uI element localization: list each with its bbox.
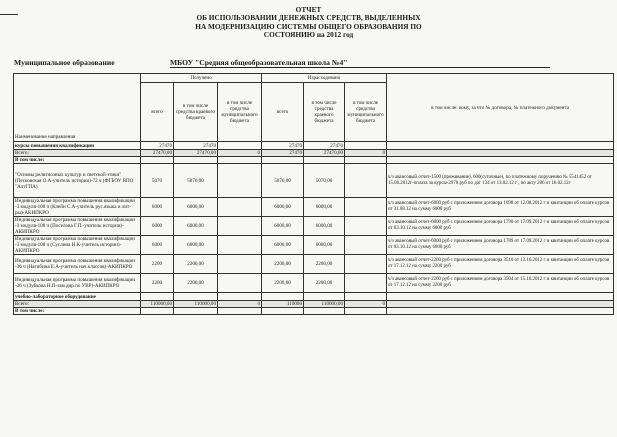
- row-regional: 2200,00: [174, 255, 218, 274]
- row-received: 2200: [141, 255, 174, 274]
- table-row: [14, 236, 614, 255]
- total-row: [14, 301, 614, 308]
- municipality-row: [14, 58, 614, 68]
- table-row: [14, 255, 614, 274]
- row-municipal: [218, 255, 262, 274]
- header-used: Израсходовано: [262, 74, 387, 83]
- row-used: 2200,00: [262, 274, 304, 293]
- row-name: Индивидуальная программа повышения квалификации -36 ч (Зубкова Н.П-зам.дир.по УВР)-АКИПКРО: [14, 274, 141, 293]
- row-used: 5070,00: [262, 164, 304, 198]
- total-label: Всего:: [14, 150, 141, 157]
- title-line-1: ОТЧЕТ: [295, 5, 322, 14]
- total-cell: 0: [218, 301, 262, 308]
- row-municipal-used: [345, 217, 387, 236]
- title-line-3: НА МОДЕРНИЗАЦИЮ СИСТЕМЫ ОБЩЕГО ОБРАЗОВАНИЯ ПО: [195, 21, 422, 31]
- header-name: Наименование направления: [14, 74, 141, 142]
- row-note: ч/з авансовый отчет-6000 руб с приложением договора 1098 от 12.08.2012 г и квитанции об оплате курсов от 31.08.12 на сумму 6000 руб: [387, 198, 614, 217]
- summary-cell: [218, 142, 262, 150]
- total-cell: 27470,00: [304, 150, 345, 157]
- row-name: "Основы религиозных культур и светской этики" (Песковская О.А-учитель истории)-72 ч (ФГБОУ ВПО "АлтГПА): [14, 164, 141, 198]
- total-row: [14, 150, 614, 157]
- total-cell: 27470: [262, 150, 304, 157]
- municipality-label: Муниципальное образование: [14, 58, 115, 67]
- row-municipal: [218, 236, 262, 255]
- total-cell: 110000,00: [174, 301, 218, 308]
- total-cell: 0: [345, 150, 387, 157]
- header-municipal-used: в том числе средства муниципального бюджета: [345, 83, 387, 142]
- row-note: ч/з авансовый отчет-2200 руб с приложением договора 3504 от 15.10.2012 г и квитанции об оплате курсов от 17.12.12 на сумму 2200 руб: [387, 274, 614, 293]
- report-table: [13, 73, 614, 315]
- row-municipal-used: [345, 198, 387, 217]
- row-received: 6000: [141, 198, 174, 217]
- total-cell: 110000: [262, 301, 304, 308]
- report-title: [0, 6, 617, 40]
- header-regional: в том числе средства краевого бюджета: [174, 83, 218, 142]
- section-title: курсы повышения квалификации: [14, 142, 141, 150]
- summary-cell: 27470: [174, 142, 218, 150]
- summary-cell: 27470: [141, 142, 174, 150]
- total-label: Всего:: [14, 301, 141, 308]
- header-total-used: всего: [262, 83, 304, 142]
- row-regional-used: 6000,00: [304, 217, 345, 236]
- row-received: 5070: [141, 164, 174, 198]
- total-cell: 27470,00: [174, 150, 218, 157]
- table-row: [14, 217, 614, 236]
- row-used: 2200,00: [262, 255, 304, 274]
- row-municipal-used: [345, 164, 387, 198]
- row-regional-used: 6000,00: [304, 236, 345, 255]
- row-name: Индивидуальная программа повышения квалификации -36 ч (Нагибина Е.А-учитель нач.классов)-АКИПКРО: [14, 255, 141, 274]
- row-regional: 6000,00: [174, 198, 218, 217]
- incl-label: В том числе:: [14, 308, 141, 315]
- row-used: 6000,00: [262, 217, 304, 236]
- row-regional: 6000,00: [174, 217, 218, 236]
- municipality-value: МБОУ "Средняя общеобразовательная школа №4": [170, 58, 550, 68]
- row-regional-used: 2200,00: [304, 274, 345, 293]
- incl-label: В том числе:: [14, 157, 141, 164]
- row-municipal-used: [345, 255, 387, 274]
- incl-row: [14, 157, 614, 164]
- row-name: Индивидуальная программа повышения квалификации -3 модуля-108 ч (Суслина Н.К-учитель истории)-АКИПКРО: [14, 236, 141, 255]
- summary-cell: [387, 142, 614, 150]
- row-note: ч/з авансовый отчет-6000 руб с приложением договора 1790 от 17.09.2012 г и квитанции об оплате курсов от 03.10.12 на сумму 6000 руб: [387, 217, 614, 236]
- total-cell: 110000,00: [141, 301, 174, 308]
- summary-cell: [345, 142, 387, 150]
- section-row: [14, 142, 614, 150]
- header-received: Получено: [141, 74, 262, 83]
- summary-cell: 27470: [262, 142, 304, 150]
- total-cell: 0: [218, 150, 262, 157]
- row-regional: 6000,00: [174, 236, 218, 255]
- incl-row: [14, 308, 614, 315]
- title-line-4: СОСТОЯНИЮ на 2012 год: [263, 30, 354, 40]
- header-note: в том числе: кому, за что № договора, № платежного документа: [387, 74, 614, 142]
- row-note: ч/з авансовый отчет-6000 руб с приложением договора 1789 от 17.09.2012 г и квитанции об оплате курсов от 03.10.12 на сумму 6000 руб: [387, 236, 614, 255]
- row-regional: 2200,00: [174, 274, 218, 293]
- row-used: 6000,00: [262, 236, 304, 255]
- row-name: Индивидуальная программа повышения квалификации -3 модуля-108 ч (Поселова Г.П.-учитель истории)-АКИПКРО: [14, 217, 141, 236]
- row-name: Индивидуальная программа повышения квалификации -3 модуля-108 ч (Клейн С.А-учитель рус.языка и лит-ры)-АКИПКРО: [14, 198, 141, 217]
- table-row: [14, 198, 614, 217]
- table-row: [14, 274, 614, 293]
- row-regional: 5070,00: [174, 164, 218, 198]
- header-regional-used: в том числе средства краевого бюджета: [304, 83, 345, 142]
- row-municipal-used: [345, 236, 387, 255]
- row-regional-used: 5070,00: [304, 164, 345, 198]
- total-cell: 110000,00: [304, 301, 345, 308]
- row-received: 6000: [141, 217, 174, 236]
- total-cell: 0: [345, 301, 387, 308]
- total-cell: [387, 150, 614, 157]
- title-line-2: ОБ ИСПОЛЬЗОВАНИИ ДЕНЕЖНЫХ СРЕДСТВ, ВЫДЕЛЕННЫХ: [196, 13, 421, 23]
- section-row: [14, 293, 614, 301]
- row-municipal: [218, 274, 262, 293]
- row-received: 2200: [141, 274, 174, 293]
- row-received: 6000: [141, 236, 174, 255]
- row-municipal: [218, 198, 262, 217]
- section-title: учебно-лабораторное оборудование: [14, 293, 141, 301]
- header-municipal: в том числе средства муниципального бюджета: [218, 83, 262, 142]
- summary-cell: 27470: [304, 142, 345, 150]
- row-municipal: [218, 217, 262, 236]
- row-municipal: [218, 164, 262, 198]
- total-cell: [387, 301, 614, 308]
- row-municipal-used: [345, 274, 387, 293]
- row-note: ч/з авансовый отчет-1500 (проживание), 600(суточные), по платежному поручению № 5541452 от 15.06.2012г-оплата за курсы-2970 руб по дог 134 от 13.02.12 г , по акту 206 от 16.02.12г: [387, 164, 614, 198]
- row-regional-used: 2200,00: [304, 255, 345, 274]
- row-regional-used: 6000,00: [304, 198, 345, 217]
- table-row: [14, 164, 614, 198]
- total-cell: 27470,00: [141, 150, 174, 157]
- row-note: ч/з авансовый отчет-2200 руб с приложением договора 3510 от 13.10.2012 г и квитанции об оплате курсов от 17.12.12 на сумму 2200 руб: [387, 255, 614, 274]
- header-total: всего: [141, 83, 174, 142]
- row-used: 6000,00: [262, 198, 304, 217]
